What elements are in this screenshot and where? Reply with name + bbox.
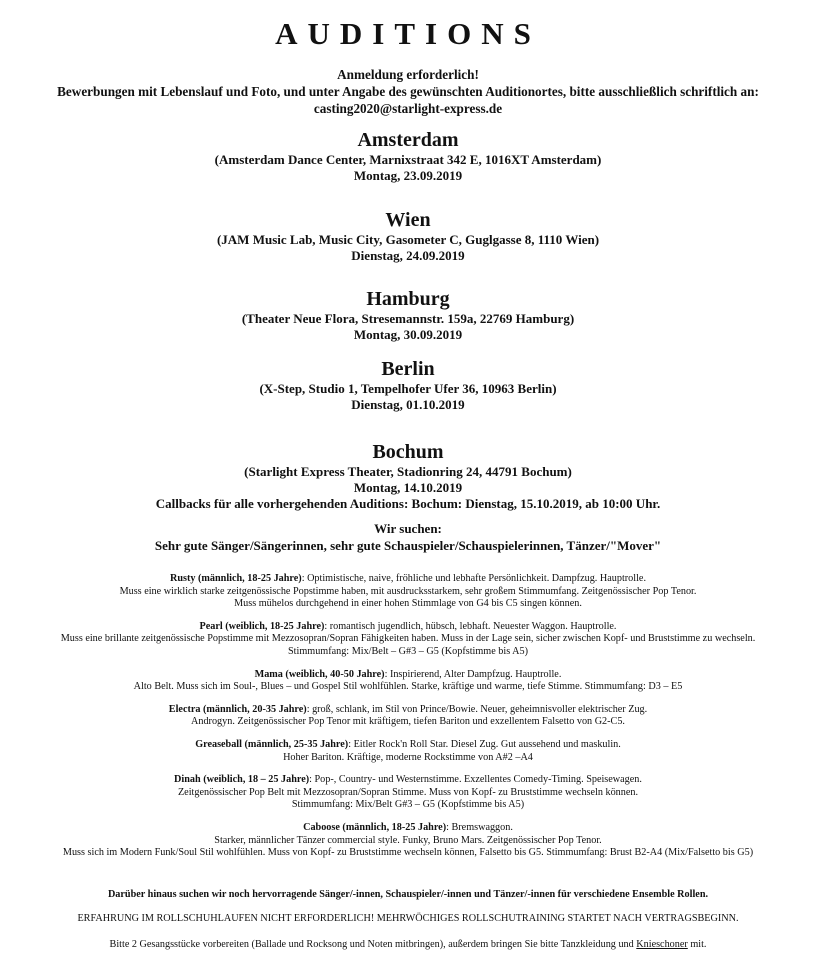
location-wien xyxy=(0,208,816,264)
role-description: : Eitler Rock'n Roll Star. Diesel Zug. Gut aussehend und maskulin. xyxy=(348,738,621,750)
role-greaseball xyxy=(0,739,816,764)
role-detail: Androgyn. Zeitgenössischer Pop Tenor mit kräftigem, tiefen Bariton und exzellentem Falsetto von G2-C5. xyxy=(191,716,625,728)
location-berlin xyxy=(0,357,816,413)
location-date: Montag, 14.10.2019 xyxy=(353,480,463,495)
role-name: Mama (weiblich, 40-50 Jahre) xyxy=(254,668,385,680)
role-description: : Inspirierend, Alter Dampfzug. Hauptrolle. xyxy=(384,668,562,680)
location-address: (X-Step, Studio 1, Tempelhofer Ufer 36, 10963 Berlin) xyxy=(259,381,557,396)
location-city: Wien xyxy=(385,209,431,231)
location-address: (Amsterdam Dance Center, Marnixstraat 342 E, 1016XT Amsterdam) xyxy=(214,152,602,167)
registration-note: Anmeldung erforderlich! xyxy=(337,67,479,82)
knee-pads-text: Knieschoner xyxy=(636,939,688,950)
role-caboose xyxy=(0,822,816,860)
preparation-note xyxy=(0,938,816,951)
preparation-end: mit. xyxy=(687,939,707,950)
contact-email[interactable]: casting2020@starlight-express.de xyxy=(313,101,503,116)
search-line: Sehr gute Sänger/Sängerinnen, sehr gute Schauspieler/Schauspielerinnen, Tänzer/"Mover" xyxy=(154,538,662,553)
preparation-text: Bitte 2 Gesangsstücke vorbereiten (Ballade und Rocksong und Noten mitbringen), außerdem bringen Sie bitte Tanzkleidung und xyxy=(109,939,637,950)
location-date: Montag, 23.09.2019 xyxy=(353,168,463,183)
intro-block xyxy=(0,66,816,117)
role-detail: Stimmumfang: Mix/Belt – G#3 – G5 (Kopfstimme bis A5) xyxy=(288,645,528,657)
location-address: (Starlight Express Theater, Stadionring 24, 44791 Bochum) xyxy=(244,464,572,479)
location-city: Hamburg xyxy=(366,288,450,310)
location-date: Dienstag, 24.09.2019 xyxy=(351,248,465,263)
roles-list xyxy=(0,573,816,870)
role-detail: Muss sich im Modern Funk/Soul Stil wohlfühlen. Muss von Kopf- zu Bruststimme wechseln können, Falsetto bis G5. Stimmumfang: Brust B2-A4 (Mix/Falsetto bis G5) xyxy=(62,847,754,859)
role-description: : Pop-, Country- und Westernstimme. Exzellentes Comedy-Timing. Speisewagen. xyxy=(309,774,642,786)
search-heading: Wir suchen: xyxy=(374,521,442,536)
location-date: Dienstag, 01.10.2019 xyxy=(351,397,465,412)
application-instructions: Bewerbungen mit Lebenslauf und Foto, und unter Angabe des gewünschten Auditionortes, bitte ausschließlich schriftlich an: xyxy=(57,84,759,99)
role-detail: Muss mühelos durchgehend in einer hohen Stimmlage von G4 bis C5 singen können. xyxy=(234,598,582,610)
page-title: AUDITIONS xyxy=(275,16,541,51)
location-city: Berlin xyxy=(381,358,435,380)
location-city: Amsterdam xyxy=(357,129,459,151)
role-detail: Muss eine wirklich starke zeitgenössische Popstimme haben, mit ausdrucksstarkem, sehr großem Stimmumfang. Zeitgenössischer Pop Tenor. xyxy=(119,585,697,597)
role-name: Electra (männlich, 20-35 Jahre) xyxy=(168,703,307,715)
role-detail: Zeitgenössischer Pop Belt mit Mezzosopran/Sopran Stimme. Muss von Kopf- zu Bruststimme wechseln können. xyxy=(177,786,639,798)
role-name: Greaseball (männlich, 25-35 Jahre) xyxy=(195,738,349,750)
callbacks-info: Callbacks für alle vorhergehenden Auditions: Bochum: Dienstag, 15.10.2019, ab 10:00 Uhr. xyxy=(155,496,661,511)
ensemble-note: Darüber hinaus suchen wir noch hervorragende Sänger/-innen, Schauspieler/-innen und Tänzer/-innen für verschiedene Ensemble Rollen. xyxy=(107,889,709,900)
role-name: Caboose (männlich, 18-25 Jahre) xyxy=(303,821,447,833)
role-detail: Stimmumfang: Mix/Belt G#3 – G5 (Kopfstimme bis A5) xyxy=(291,799,525,811)
role-description: : groß, schlank, im Stil von Prince/Bowie. Neuer, geheimnisvoller elektrischer Zug. xyxy=(306,703,648,715)
role-name: Rusty (männlich, 18-25 Jahre) xyxy=(170,573,302,584)
location-hamburg xyxy=(0,287,816,343)
role-rusty xyxy=(0,573,816,611)
search-block xyxy=(0,520,816,554)
role-detail: Hoher Bariton. Kräftige, moderne Rockstimme von A#2 –A4 xyxy=(283,751,533,763)
role-description: : romantisch jugendlich, hübsch, lebhaft. Neuester Waggon. Hauptrolle. xyxy=(324,620,617,632)
role-detail: Starker, männlicher Tänzer commercial style. Funky, Bruno Mars. Zeitgenössischer Pop Tenor. xyxy=(214,834,602,846)
location-city: Bochum xyxy=(372,441,444,463)
skating-note: ERFAHRUNG IM ROLLSCHUHLAUFEN NICHT ERFORDERLICH! MEHRWÖCHIGES ROLLSCHUTRAINING STARTET NACH VERTRAGSBEGINN. xyxy=(77,913,739,924)
location-amsterdam xyxy=(0,128,816,184)
role-description: : Bremswaggon. xyxy=(446,821,513,833)
role-detail: Alto Belt. Muss sich im Soul-, Blues – und Gospel Stil wohlfühlen. Starke, kräftige und warme, tiefe Stimme. Stimmumfang: D3 – E5 xyxy=(133,681,683,693)
location-date: Montag, 30.09.2019 xyxy=(353,327,463,342)
role-detail: Muss eine brillante zeitgenössische Popstimme mit Mezzosopran/Sopran Fähigkeiten haben. Muss in der Lage sein, sicher zwischen Kopf- und Bruststimme zu wechseln. xyxy=(60,633,756,645)
role-pearl xyxy=(0,621,816,659)
role-description: : Optimistische, naive, fröhliche und lebhafte Persönlichkeit. Dampfzug. Hauptrolle. xyxy=(301,573,646,584)
role-dinah xyxy=(0,774,816,812)
location-address: (JAM Music Lab, Music City, Gasometer C, Guglgasse 8, 1110 Wien) xyxy=(216,232,600,247)
role-name: Dinah (weiblich, 18 – 25 Jahre) xyxy=(174,774,310,786)
location-bochum xyxy=(0,440,816,512)
location-address: (Theater Neue Flora, Stresemannstr. 159a, 22769 Hamburg) xyxy=(241,311,575,326)
role-mama xyxy=(0,669,816,694)
role-electra xyxy=(0,704,816,729)
role-name: Pearl (weiblich, 18-25 Jahre) xyxy=(199,620,325,632)
